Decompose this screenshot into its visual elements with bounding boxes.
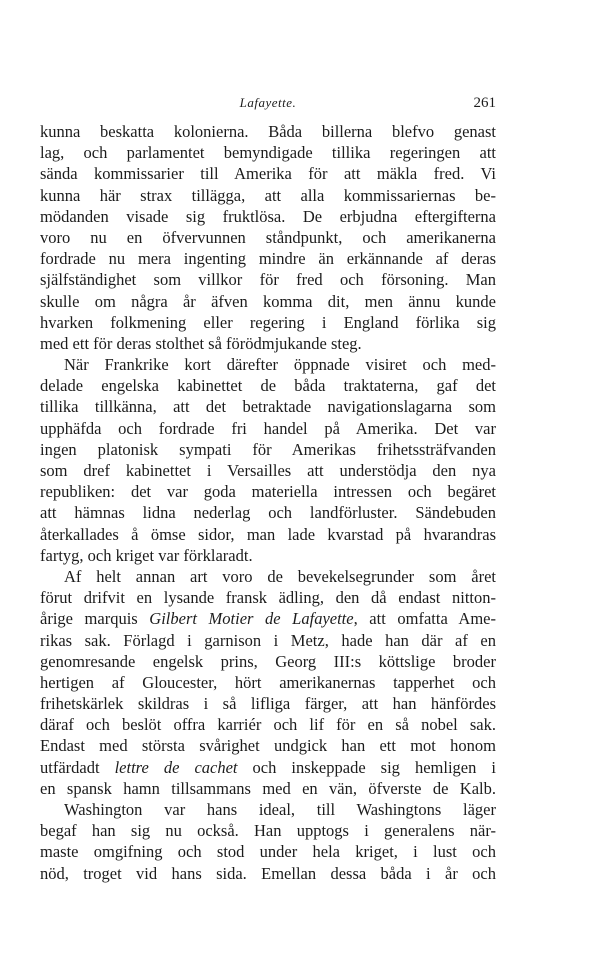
text-line: hertigen af Gloucester, hört amerikanernas tapperhet och [40,672,496,692]
text-line: årige marquis Gilbert Motier de Lafayette, att omfatta Ame- [40,609,497,629]
text-line: sända kommissarier till Amerika för att mäkla fred. Vi [40,164,496,184]
text-line: förut drifvit en lysande fransk ädling, den då endast nitton- [40,588,496,608]
text-line: kunna beskatta kolonierna. Båda billerna blefvo genast [40,122,496,141]
text-line: utfärdadt lettre de cachet och inskeppade sig hemligen i [40,757,496,777]
text-line: republiken: det var goda materiella intressen och begäret [40,482,496,502]
text-line: däraf och beslöt offra karriér och lif för en så nobel sak. [40,715,496,735]
text-line: upphäfda och fordrade fri handel på Amerika. Det var [40,418,496,438]
page-number: 261 [473,95,496,111]
text-line: delade engelska kabinettet de båda traktaterna, gaf det [40,376,496,396]
text-line: som dref kabinettet i Versailles att understödja den nya [40,461,496,480]
text-line: ingen platonisk sympati för Amerikas frihetssträfvanden [40,439,496,459]
text-line: genomresande engelsk prins, Georg III:s köttslige broder [40,651,496,671]
page-header [40,95,496,117]
text-line: voro nu en öfvervunnen ståndpunkt, och amerikanerna [40,227,496,247]
text-line: skulle om några år äfven komma dit, men ännu kunde [40,291,496,311]
body-text [40,121,496,884]
text-line: hvarken folkmening eller regering i England förlika sig [40,312,496,332]
text-line: Washington var hans ideal, till Washingtons läger [64,800,496,819]
text-line: kunna här strax tillägga, att alla kommissariernas be- [40,185,496,205]
text-line: fartyg, och kriget var förklaradt. [40,545,253,565]
text-line: fordrade nu mera ingenting mindre än erkännande af deras [40,249,496,269]
text-line: maste omgifning och stod under hela kriget, i lust och [40,842,496,862]
text-line: med ett för deras stolthet så förödmjukande steg. [40,333,362,353]
text-line: När Frankrike kort därefter öppnade visiret och med- [64,355,496,375]
text-line: begaf han sig nu också. Han upptogs i generalens när- [40,821,496,841]
running-title: Lafayette. [239,95,297,110]
text-line: själfständighet som villkor för fred och försoning. Man [40,270,496,290]
text-line: nöd, troget vid hans sida. Emellan dessa båda i år och [40,863,496,883]
text-line: en spansk hamn tillsammans med en vän, öfverste de Kalb. [40,778,496,798]
text-line: att hämnas lidna nederlag och landförluster. Sändebuden [40,503,496,523]
text-line: mödanden visade sig fruktlösa. De erbjudna eftergifterna [40,206,496,226]
text-line: Af helt annan art voro de bevekelsegrunder som året [64,566,496,586]
text-line: lag, och parlamentet bemyndigade tillika regeringen att [40,143,496,163]
text-line: tillika tillkänna, att det betraktade navigationslagarna som [40,397,496,417]
text-line: frihetskärlek skildras i så lifliga färger, att han hänfördes [40,694,496,714]
text-line: rikas sak. Förlagd i garnison i Metz, hade han där af en [40,630,496,650]
text-line: Endast med största svårighet undgick han ett mot honom [40,736,496,756]
text-line: återkallades å ömse sidor, man lade kvarstad på hvarandras [40,524,496,544]
